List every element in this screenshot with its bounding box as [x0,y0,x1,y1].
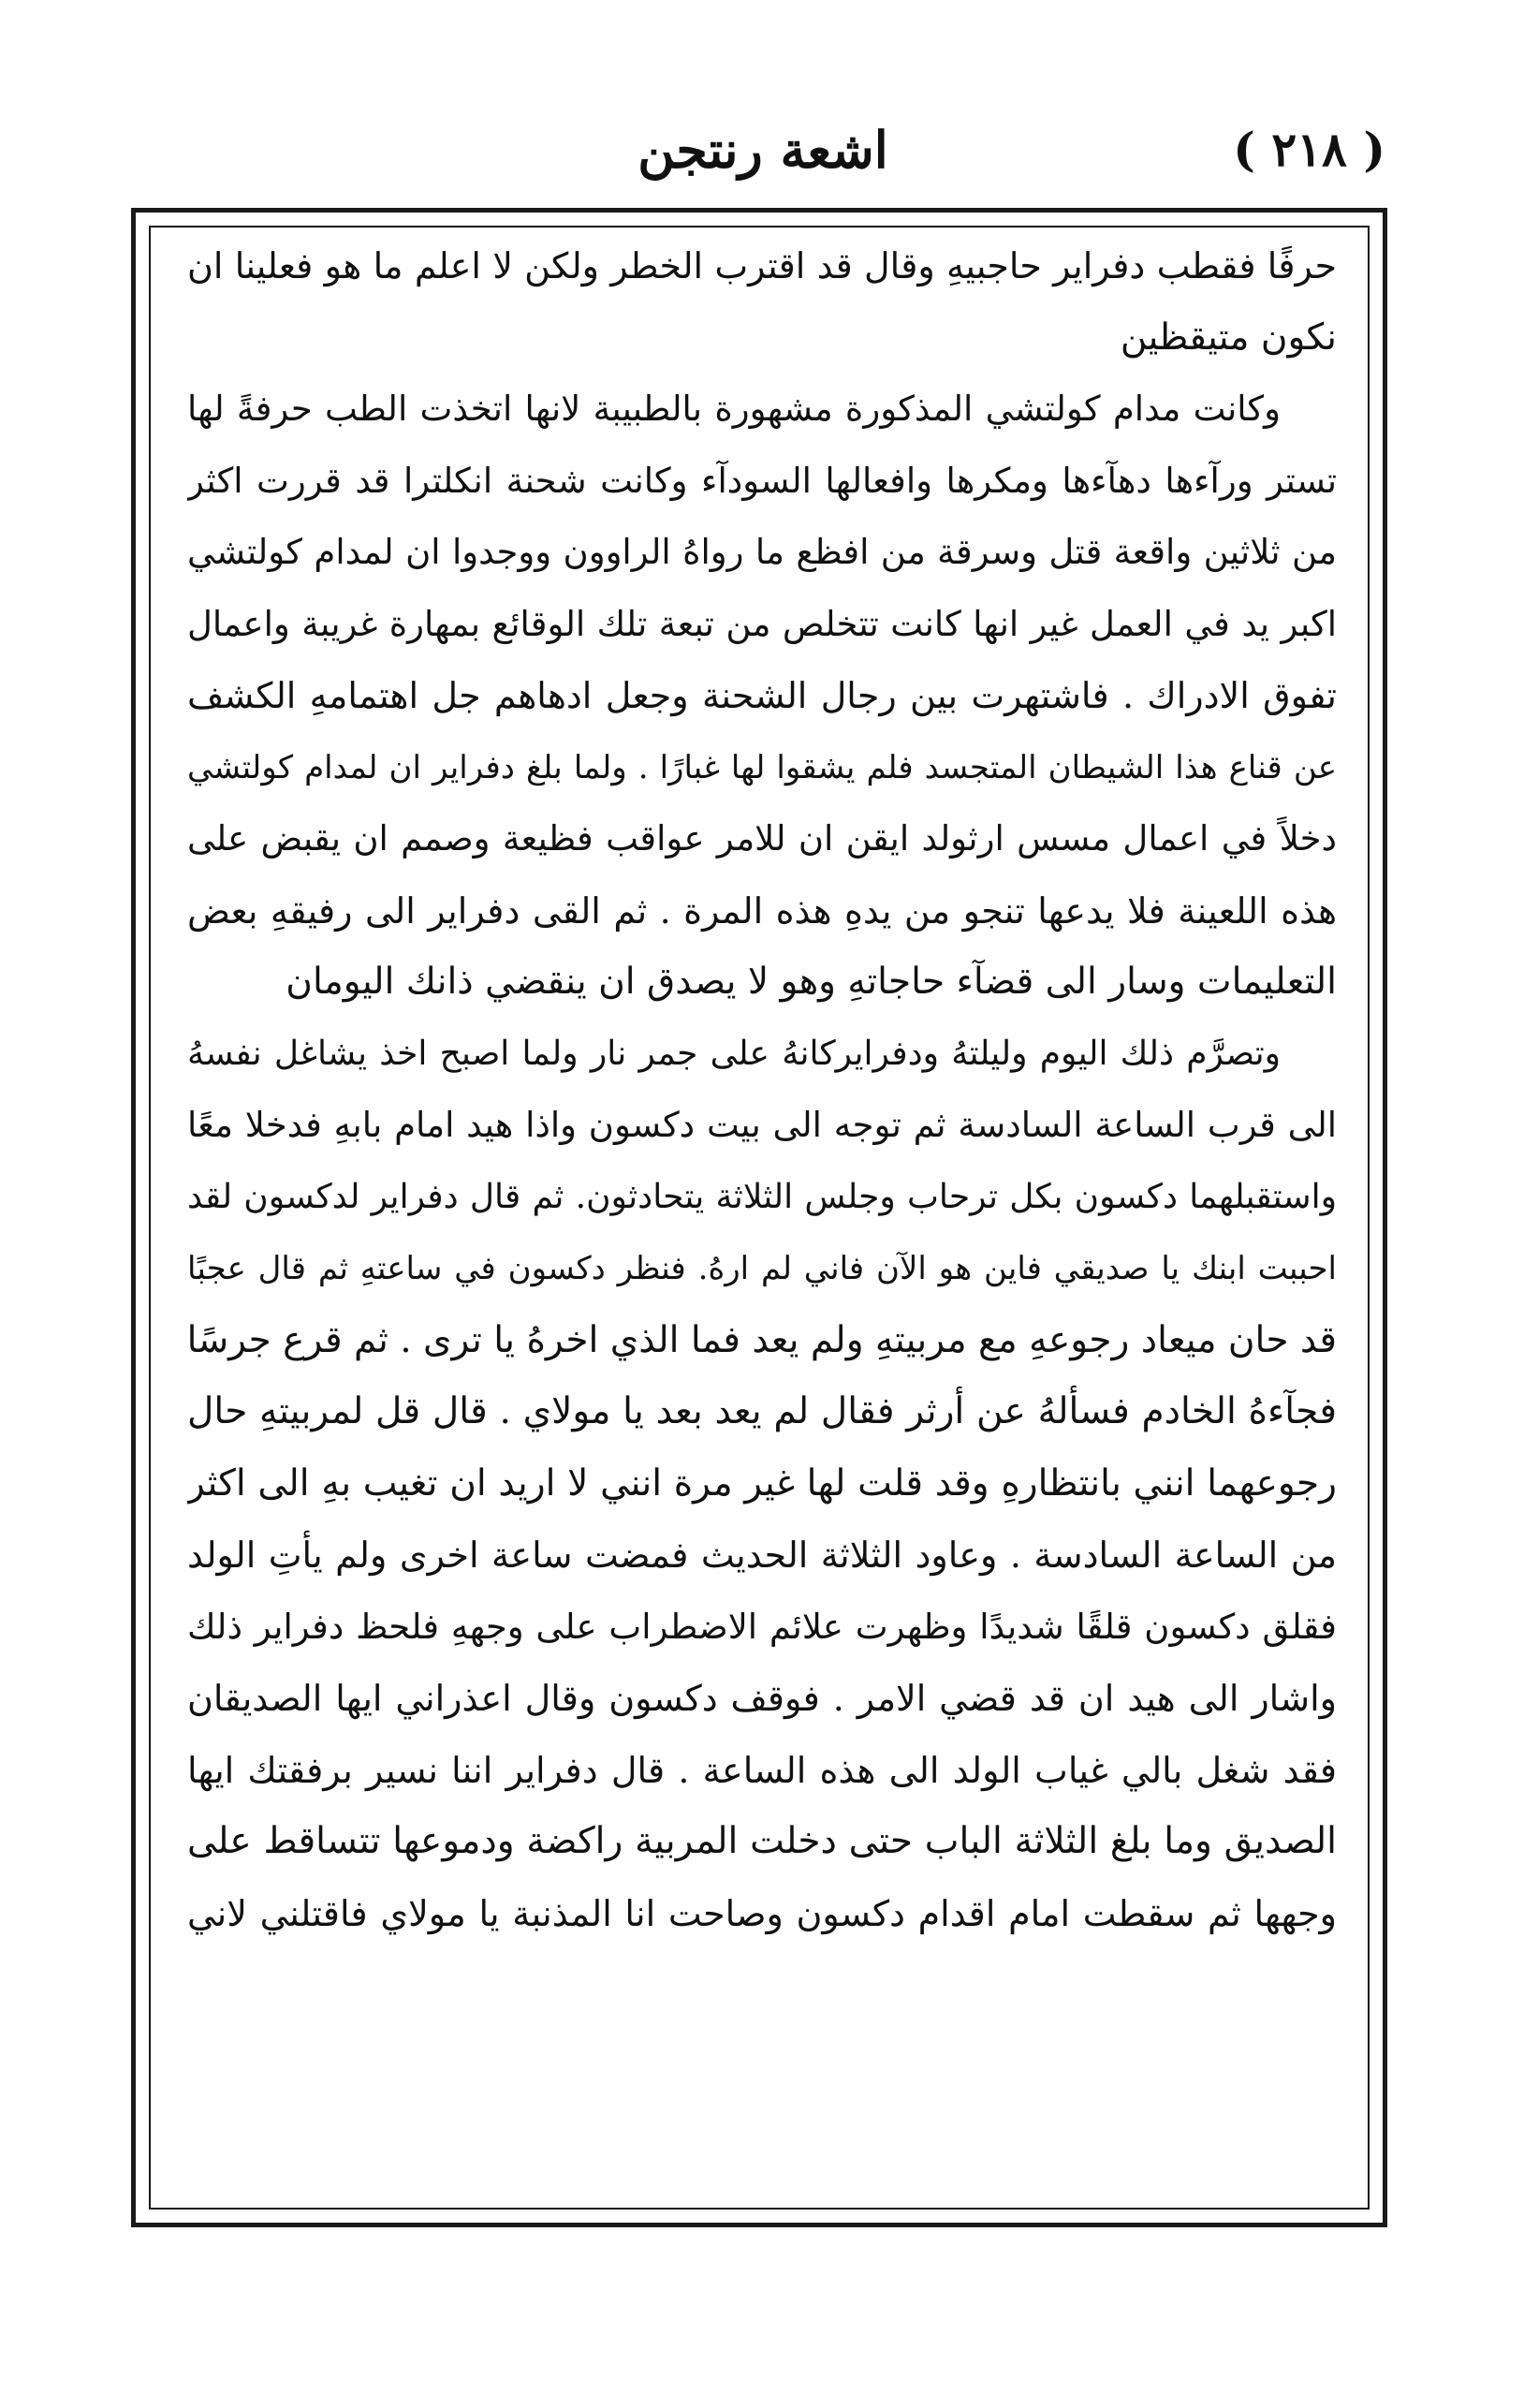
text-line: حرفًا فقطب دفراير حاجبيهِ وقال قد اقترب الخطر ولكن لا اعلم ما هو فعلينا ان [187,245,1337,286]
text-line: من ثلاثين واقعة قتل وسرقة من افظع ما رواهُ الراوون ووجدوا ان لمدام كولتشي [187,532,1337,572]
text-line: وكانت مدام كولتشي المذكورة مشهورة بالطبيبة لانها اتخذت الطب حرفةً لها [187,389,1281,429]
text-line: احببت ابنك يا صديقي فاين هو الآن فاني لم ارهُ. فنظر دكسون في ساعتهِ ثم قال عجبًا [187,1250,1337,1287]
text-line: نكون متيقظين [1120,316,1337,359]
text-line: رجوعهما انني بانتظارهِ وقد قلت لها غير مرة انني لا اريد ان تغيب بهِ الى اكثر [187,1461,1337,1505]
running-title: اشعة رنتجن [637,120,888,180]
text-line: تفوق الادراك . فاشتهرت بين رجال الشحنة وجعل ادهاهم جل اهتمامهِ الكشف [187,675,1337,716]
body-text [187,230,1337,1949]
text-line: عن قناع هذا الشيطان المتجسد فلم يشقوا لها غبارًا . ولما بلغ دفراير ان لمدام كولتشي [187,748,1337,786]
text-line: وتصرَّم ذلك اليوم وليلتهُ ودفرايركانهُ على جمر نار ولما اصبح اخذ يشاغل نفسهُ [187,1034,1281,1073]
text-line: الى قرب الساعة السادسة ثم توجه الى بيت دكسون واذا هيد امام بابهِ فدخلا معًا [187,1105,1337,1145]
text-line: فقد شغل بالي غياب الولد الى هذه الساعة . قال دفراير اننا نسير برفقتك ايها [187,1749,1337,1791]
text-line: فجآءهُ الخادم فسألهُ عن أرثر فقال لم يعد بعد يا مولاي . قال قل لمربيتهِ حال [187,1390,1337,1432]
text-line: وجهها ثم سقطت امام اقدام دكسون وصاحت انا المذنبة يا مولاي فاقتلني لاني [187,1892,1337,1934]
text-line: تستر ورآءها دهآءها ومكرها وافعالها السودآء وكانت شحنة انكلترا قد قررت اكثر [187,460,1337,501]
text-line: واشار الى هيد ان قد قضي الامر . فوقف دكسون وقال اعذراني ايها الصديقان [187,1678,1337,1719]
text-line: قد حان ميعاد رجوعهِ مع مربيتهِ ولم يعد فما الذي اخرهُ يا ترى . ثم قرع جرسًا [187,1318,1337,1361]
text-line: هذه اللعينة فلا يدعها تنجو من يدهِ هذه المرة . ثم القى دفراير الى رفيقهِ بعض [187,889,1337,932]
text-line: اكبر يد في العمل غير انها كانت تتخلص من تبعة تلك الوقائع بمهارة غريبة واعمال [187,603,1337,644]
text-line: فقلق دكسون قلقًا شديدًا وظهرت علائم الاضطراب على وجههِ فلحظ دفراير ذلك [187,1606,1337,1647]
page-number: ( ٢١٨ ) [1233,122,1385,177]
text-line: الصديق وما بلغ الثلاثة الباب حتى دخلت المربية راكضة ودموعها تتساقط على [187,1820,1337,1862]
page-header [140,112,1385,187]
text-line: من الساعة السادسة . وعاود الثلاثة الحديث فمضت ساعة اخرى ولم يأتِ الولد [187,1534,1337,1576]
text-line: دخلاً في اعمال مسس ارثولد ايقن ان للامر عواقب فظيعة وصمم ان يقبض على [187,818,1337,859]
text-line: التعليمات وسار الى قضآء حاجاتهِ وهو لا يصدق ان ينقضي ذانك اليومان [286,961,1337,1003]
text-line: واستقبلهما دكسون بكل ترحاب وجلس الثلاثة يتحادثون. ثم قال دفراير لدكسون لقد [187,1177,1337,1216]
